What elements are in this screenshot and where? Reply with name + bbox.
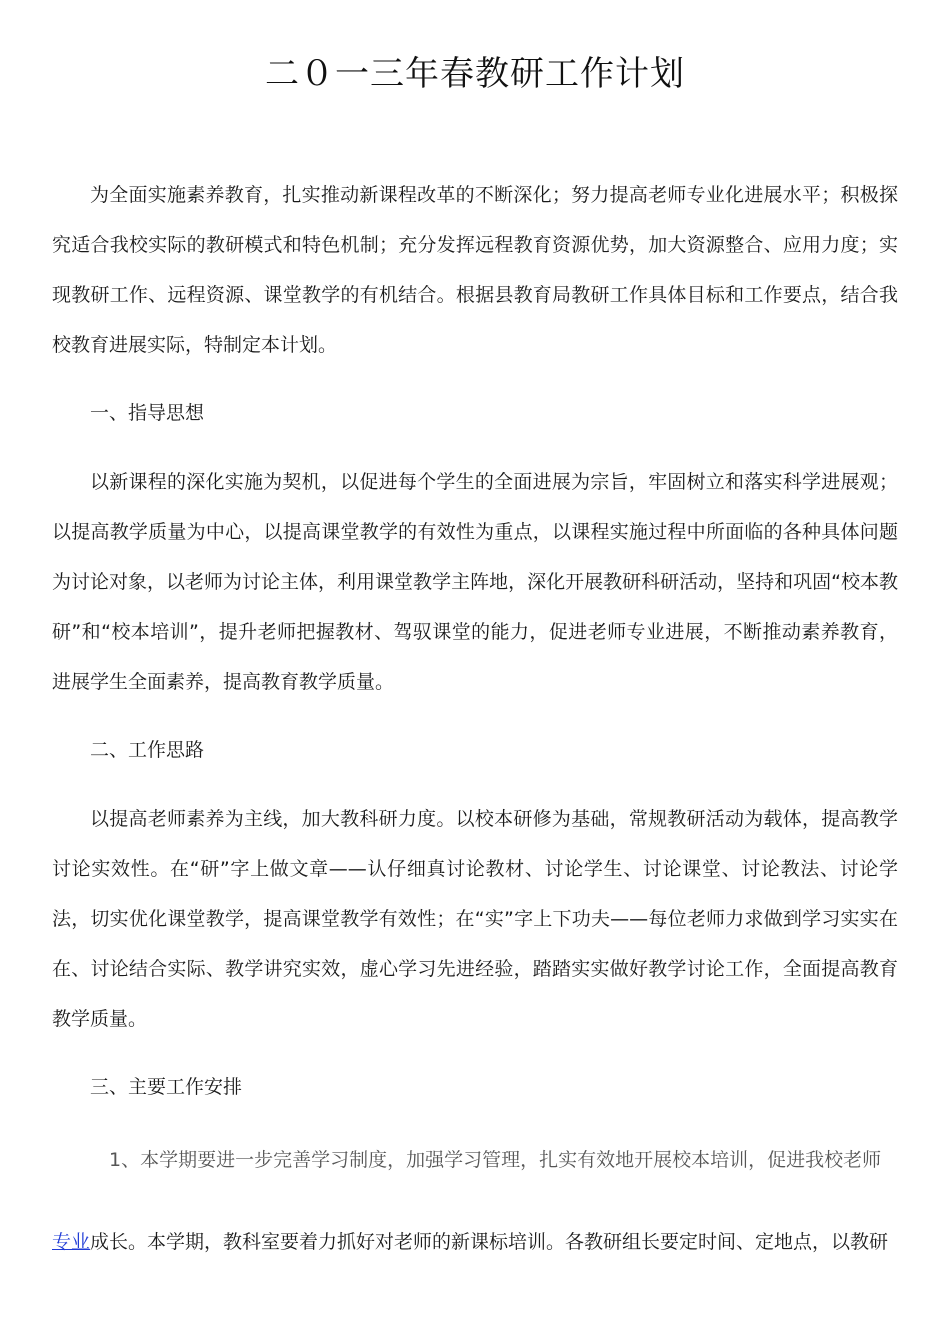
section-heading-guiding-thought: 一、指导思想 (90, 402, 205, 424)
continuation-text: 成长。本学期，教科室要着力抓好对老师的新课标培训。各教研组长要定时间、定地点，以教研 (90, 1231, 889, 1253)
professional-link[interactable]: 专业 (52, 1231, 91, 1253)
section-heading-main-arrangements: 三、主要工作安排 (90, 1076, 243, 1098)
document-title: 二０一三年春教研工作计划 (265, 54, 685, 94)
intro-paragraph: 为全面实施素养教育，扎实推动新课程改革的不断深化；努力提高老师专业化进展水平；积极探究适合我校实际的教研模式和特色机制；充分发挥远程教育资源优势，加大资源整合、应用力度；实现教研工作、远程资源、课堂教学的有机结合。根据县教育局教研工作具体目标和工作要点，结合我校教育进展实际，特制定本计划。 (52, 184, 898, 356)
work-approach-paragraph: 以提高老师素养为主线，加大教科研力度。以校本研修为基础，常规教研活动为载体，提高教学讨论实效性。在“研”字上做文章——认仔细真讨论教材、讨论学生、讨论课堂、讨论教法、讨论学法，切实优化课堂教学，提高课堂教学有效性；在“实”字上下功夫——每位老师力求做到学习实实在在、讨论结合实际、教学讲究实效，虚心学习先进经验，踏踏实实做好教学讨论工作，全面提高教育教学质量。 (52, 808, 898, 1030)
section-heading-work-approach: 二、工作思路 (90, 739, 205, 761)
arrangement-item-1-line: 1、本学期要进一步完善学习制度，加强学习管理，扎实有效地开展校本培训，促进我校老师 (109, 1149, 882, 1171)
guiding-thought-paragraph: 以新课程的深化实施为契机，以促进每个学生的全面进展为宗旨，牢固树立和落实科学进展观；以提高教学质量为中心，以提高课堂教学的有效性为重点，以课程实施过程中所面临的各种具体问题为讨论对象，以老师为讨论主体，利用课堂教学主阵地，深化开展教研科研活动，坚持和巩固“校本教研”和“校本培训”，提升老师把握教材、驾驭课堂的能力，促进老师专业进展，不断推动素养教育，进展学生全面素养，提高教育教学质量。 (52, 471, 898, 693)
arrangement-item-1-continuation (52, 1228, 898, 1256)
